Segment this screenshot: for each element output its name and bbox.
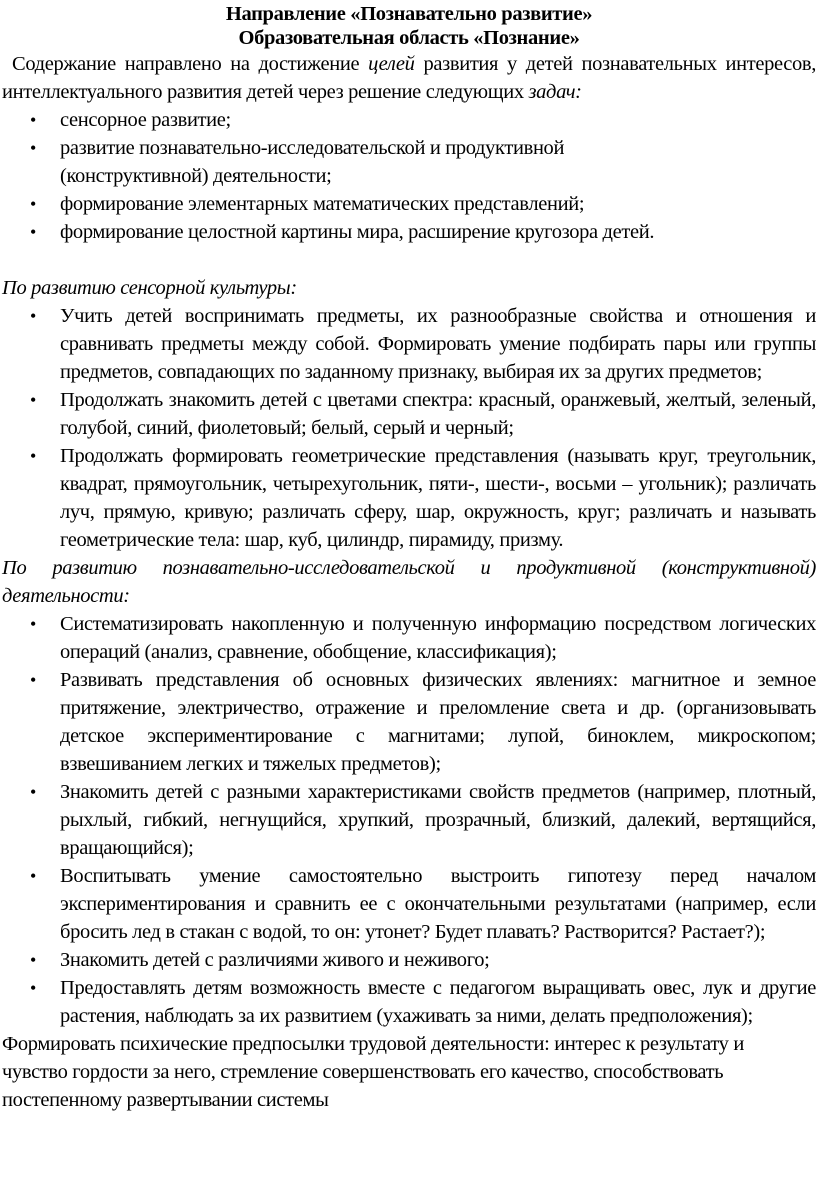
- research-list: [2, 610, 816, 1030]
- tasks-list: [2, 106, 816, 246]
- list-item: • Знакомить детей с различиями живого и неживого;: [60, 946, 816, 974]
- section-heading-sensory: По развитию сенсорной культуры:: [2, 277, 297, 299]
- list-item: • Воспитывать умение самостоятельно выстроить гипотезу перед началом экспериментирования и сравнить ее с окончательными результатами (например, если бросить лед в стакан с водой, то он: утонет? Будет плавать? Растворится? Растает?);: [60, 862, 816, 946]
- list-item: • Предоставлять детям возможность вместе с педагогом выращивать овес, лук и другие растения, наблюдать за их развитием (ухаживать за ними, делать предположения);: [60, 974, 816, 1030]
- list-item: • сенсорное развитие;: [60, 106, 816, 134]
- list-item: • формирование элементарных математических представлений;: [60, 190, 816, 218]
- intro-goals: целей: [368, 53, 415, 75]
- list-item: • Продолжать знакомить детей с цветами спектра: красный, оранжевый, желтый, зеленый, голубой, синий, фиолетовый; белый, серый и черный;: [60, 386, 816, 442]
- title-area: Образовательная область «Познание»: [238, 27, 580, 49]
- list-item: • Учить детей воспринимать предметы, их разнообразные свойства и отношения и сравнивать предметы между собой. Формировать умение подбирать пары или группы предметов, совпадающих по заданному признаку, выбирая их за других предметов;: [60, 302, 816, 386]
- spacer: [2, 246, 816, 274]
- intro-paragraph: [2, 50, 816, 106]
- sensory-list: [2, 302, 816, 554]
- list-item: • Знакомить детей с разными характеристиками свойств предметов (например, плотный, рыхлый, гибкий, негнущийся, хрупкий, прозрачный, близкий, далекий, вертящийся, вращающийся);: [60, 778, 816, 862]
- intro-text-2: развития у детей познавательных интересов, интеллектуального развития детей через решение следующих: [2, 53, 816, 103]
- list-item: • формирование целостной картины мира, расширение кругозора детей.: [60, 218, 816, 246]
- list-item: • Систематизировать накопленную и полученную информацию посредством логических операций (анализ, сравнение, обобщение, классификация);: [60, 610, 816, 666]
- list-item: • Продолжать формировать геометрические представления (называть круг, треугольник, квадрат, прямоугольник, четырехугольник, пяти-, шести-, восьми – угольник); различать луч, прямую, кривую; различать сферу, шар, окружность, круг; различать и называть геометрические тела: шар, куб, цилиндр, пирамиду, призму.: [60, 442, 816, 554]
- list-item: • Развивать представления об основных физических явлениях: магнитное и земное притяжение, электричество, отражение и преломление света и др. (организовывать детское экспериментирование с магнитами; лупой, биноклем, микроскопом; взвешиванием легких и тяжелых предметов);: [60, 666, 816, 778]
- list-item: • развитие познавательно-исследовательской и продуктивной (конструктивной) деятельности;: [60, 134, 816, 190]
- intro-tasks: задач:: [528, 81, 582, 103]
- intro-text: Содержание направлено на достижение: [12, 53, 369, 75]
- title-direction: Направление «Познавательно развитие»: [225, 3, 593, 25]
- closing-paragraph: Формировать психические предпосылки трудовой деятельности: интерес к результату и чувство гордости за него, стремление совершенствовать его качество, способствовать постепенному развертывании системы: [2, 1033, 744, 1111]
- section-heading-research: По развитию познавательно-исследовательской и продуктивной (конструктивной) деятельности:: [2, 557, 816, 607]
